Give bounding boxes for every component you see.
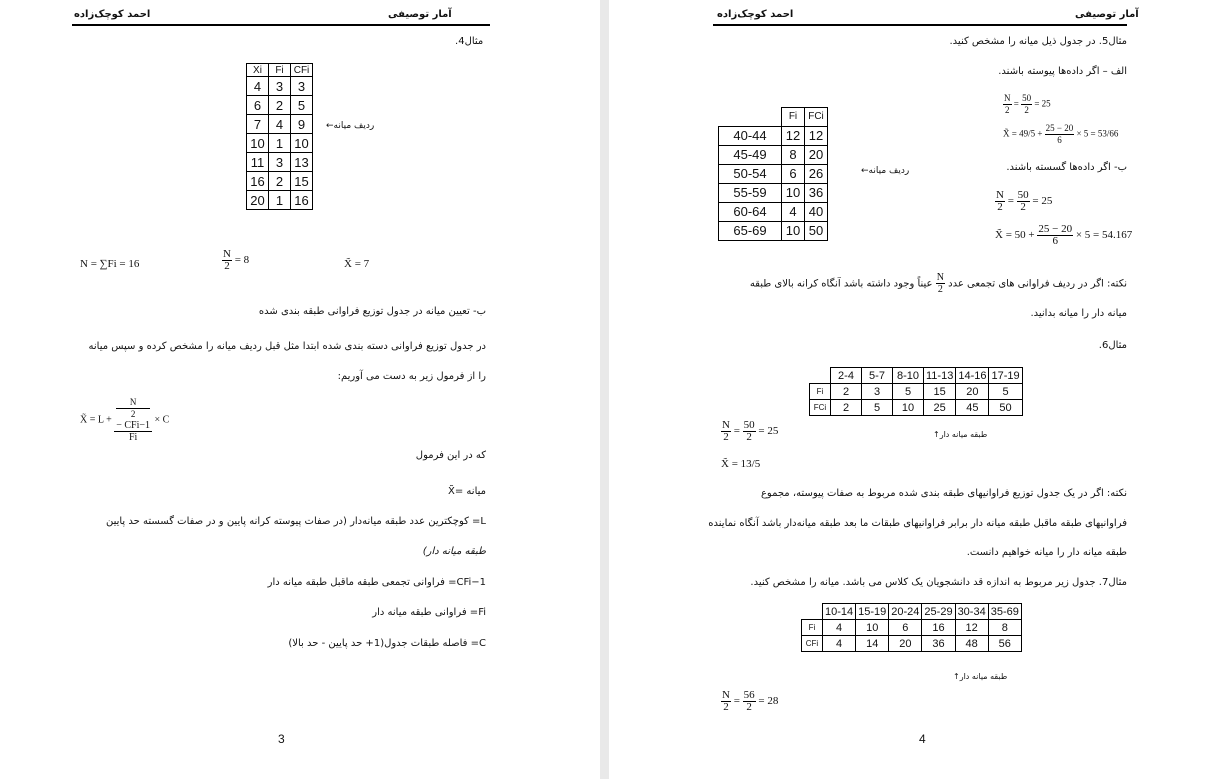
eq-rhs: = 25 bbox=[758, 425, 779, 438]
table-header: 17-19 bbox=[989, 368, 1022, 384]
formula-rhs: × C bbox=[154, 414, 170, 426]
e6-result: X̃ = 13/5 bbox=[721, 458, 761, 470]
median-row-label: ردیف میانه← bbox=[326, 121, 375, 131]
frac-num: N bbox=[223, 248, 231, 260]
page-number: 4 bbox=[919, 732, 926, 746]
b-eq2 bbox=[995, 224, 1132, 247]
example-label: مثال4. bbox=[455, 36, 484, 47]
table-header: Fi bbox=[782, 108, 805, 127]
example6: مثال6. bbox=[1098, 340, 1127, 351]
frac-num: 50 bbox=[743, 419, 755, 431]
e7-eq: $\frac{N}{2}$ = $\frac{56}{2}$ = 28 bbox=[722, 689, 779, 713]
table-row bbox=[719, 164, 828, 183]
table-cell: 10 bbox=[782, 221, 805, 240]
formula-num: − CFi−1 bbox=[116, 420, 151, 431]
frac-den: 2 bbox=[1024, 105, 1029, 115]
table-header: Fi bbox=[269, 64, 291, 77]
table-cell: 40 bbox=[805, 202, 828, 221]
table-cell: 50 bbox=[805, 221, 828, 240]
table-cell: 10 bbox=[893, 400, 924, 416]
table-cell: 5 bbox=[291, 96, 313, 115]
example7: مثال7. جدول زیر مربوط به اندازه قد دانشجویان یک کلاس می باشد. میانه را مشخص کنید. bbox=[750, 577, 1127, 588]
table-cell: 2 bbox=[269, 96, 291, 115]
row-label: Fi bbox=[802, 620, 823, 636]
def-l: L= کوچکترین عدد طبقه میانه‌دار (در صفات پیوسته کرانه پایین و در صفات گسسته حد پایین bbox=[105, 516, 486, 527]
table-row bbox=[247, 115, 313, 134]
def-f: Fi= فراوانی طبقه میانه دار bbox=[372, 607, 486, 618]
eq-lhs: X̃ = 49/5 + bbox=[1003, 128, 1043, 139]
table-header: 15-19 bbox=[856, 604, 889, 620]
table-cell: 16 bbox=[922, 620, 955, 636]
b-eq1: $\frac{N}{2}$ = $\frac{50}{2}$ = 25 bbox=[996, 189, 1053, 213]
table-cell: 10 bbox=[782, 183, 805, 202]
def-c: C= فاصله طبقات جدول(1+ حد پایین - حد بالا) bbox=[288, 638, 486, 649]
para2: را از فرمول زیر به دست می آوریم: bbox=[337, 371, 486, 382]
table-cell: 45-49 bbox=[719, 145, 782, 164]
frac-den: 2 bbox=[746, 701, 752, 713]
e6-eq1: $\frac{N}{2}$ = $\frac{50}{2}$ = 25 bbox=[722, 419, 779, 443]
header-author: احمد کوچک‌زاده bbox=[74, 9, 151, 20]
table-cell: 48 bbox=[955, 636, 988, 652]
para1: در جدول توزیع فراوانی دسته بندی شده ابتدا مثل قبل ردیف میانه را مشخص کرده و سپس میانه bbox=[88, 341, 486, 352]
table-header: 10-14 bbox=[823, 604, 856, 620]
table-cell: 8 bbox=[782, 145, 805, 164]
table-cell: 2 bbox=[269, 172, 291, 191]
table-row bbox=[719, 183, 828, 202]
formula-den: Fi bbox=[128, 432, 138, 443]
table-cell: 8 bbox=[988, 620, 1021, 636]
a-eq1: $\frac{N}{2}$ = $\frac{50}{2}$ = 25 bbox=[1004, 93, 1051, 115]
table-header: 20-24 bbox=[889, 604, 922, 620]
eq-rhs: × 5 = 54.167 bbox=[1075, 229, 1133, 242]
table-header: Xi bbox=[247, 64, 269, 77]
table-cell: 2 bbox=[831, 384, 862, 400]
table-cell: 10 bbox=[291, 134, 313, 153]
formula-lhs: X̃ = L + bbox=[80, 414, 112, 426]
inner-num: N bbox=[116, 397, 150, 409]
table-cell: 50-54 bbox=[719, 164, 782, 183]
table-cell: 60-64 bbox=[719, 202, 782, 221]
table-cell: 55-59 bbox=[719, 183, 782, 202]
table-cell: 25 bbox=[924, 400, 956, 416]
table-row bbox=[247, 153, 313, 172]
left-page bbox=[0, 0, 600, 779]
table-example7 bbox=[801, 603, 1022, 652]
eq-rhs: = 28 bbox=[758, 695, 779, 708]
table-cell: 3 bbox=[269, 77, 291, 96]
table-cell: 6 bbox=[889, 620, 922, 636]
table-cell: 45 bbox=[956, 400, 989, 416]
frac-num: 56 bbox=[743, 689, 755, 701]
table-row bbox=[810, 384, 1023, 400]
table-cell: 1 bbox=[269, 191, 291, 210]
table-header: 30-34 bbox=[955, 604, 988, 620]
frequency-table bbox=[246, 63, 313, 210]
table-cell: 11 bbox=[247, 153, 269, 172]
e6-median-class: طبقه میانه دار↑ bbox=[933, 430, 988, 439]
table-cell: 4 bbox=[247, 77, 269, 96]
table-cell: 4 bbox=[823, 636, 856, 652]
table-cell: 20 bbox=[889, 636, 922, 652]
table-cell: 50 bbox=[989, 400, 1022, 416]
table-cell: 3 bbox=[291, 77, 313, 96]
table-cell: 14 bbox=[856, 636, 889, 652]
table-row bbox=[719, 145, 828, 164]
note2c: طبقه میانه دار را میانه خواهیم دانست. bbox=[966, 547, 1127, 558]
header-subject: آمار توصیفی bbox=[1075, 9, 1139, 20]
frac-den: 2 bbox=[746, 431, 752, 443]
table-row bbox=[719, 126, 828, 145]
table-header: 14-16 bbox=[956, 368, 989, 384]
table-cell: 6 bbox=[782, 164, 805, 183]
table-header: 8-10 bbox=[893, 368, 924, 384]
table-cell: 20 bbox=[247, 191, 269, 210]
eq-rhs: × 5 = 53/66 bbox=[1076, 128, 1119, 139]
table-header: CFi bbox=[291, 64, 313, 77]
in-formula: که در این فرمول bbox=[415, 450, 486, 461]
table-row bbox=[247, 134, 313, 153]
e7-median-class: طبقه میانه دار↑ bbox=[953, 672, 1008, 681]
table-row bbox=[247, 77, 313, 96]
table-cell: 4 bbox=[782, 202, 805, 221]
table-cell: 12 bbox=[805, 126, 828, 145]
row-label: CFi bbox=[802, 636, 823, 652]
def-l2: طبقه میانه دار) bbox=[422, 546, 486, 557]
median-formula bbox=[80, 397, 169, 443]
note2b: فراوانیهای طبقه ماقبل طبقه میانه دار برابر فراوانیهای طبقات ما بعد طبقه میانه‌دار باشد آنگاه نماینده bbox=[708, 518, 1127, 529]
table-cell: 12 bbox=[955, 620, 988, 636]
note1-part1: نکته: اگر در ردیف فراوانی های تجمعی عدد bbox=[948, 278, 1127, 290]
table-cell: 36 bbox=[805, 183, 828, 202]
def-median: میانه =X̃ bbox=[448, 486, 486, 497]
note1: نکته: اگر در ردیف فراوانی های تجمعی عدد $\frac{N}{2}$ عیناً وجود داشته باشد آنگاه کرانه بالای طبقه bbox=[749, 272, 1127, 295]
table-cell: 10 bbox=[247, 134, 269, 153]
inner-den: 2 bbox=[130, 409, 136, 419]
def-cf: CFi−1= فراوانی تجمعی طبقه ماقبل طبقه میانه دار bbox=[267, 577, 486, 588]
table-cell: 2 bbox=[831, 400, 862, 416]
row-label: FCi bbox=[810, 400, 831, 416]
frac-den: 2 bbox=[224, 260, 230, 272]
table-cell: 40-44 bbox=[719, 126, 782, 145]
table-header: 11-13 bbox=[924, 368, 956, 384]
note1c: میانه دار را میانه بدانید. bbox=[1030, 308, 1127, 319]
table-row bbox=[802, 620, 1022, 636]
eq-median: X̃ = 7 bbox=[344, 258, 370, 270]
table-cell: 5 bbox=[862, 400, 893, 416]
frac-num: 25 − 20 bbox=[1038, 223, 1073, 235]
table-cell: 65-69 bbox=[719, 221, 782, 240]
table-cell: 20 bbox=[805, 145, 828, 164]
table-header: 5-7 bbox=[862, 368, 893, 384]
case-a: الف – اگر داده‌ها پیوسته باشند. bbox=[998, 66, 1127, 77]
eq-rhs: = 25 bbox=[1034, 98, 1051, 109]
table-cell: 16 bbox=[291, 191, 313, 210]
table-cell: 3 bbox=[862, 384, 893, 400]
table-row bbox=[247, 96, 313, 115]
header-subject: آمار توصیفی bbox=[388, 9, 452, 20]
table-cell: 12 bbox=[782, 126, 805, 145]
table-cell: 15 bbox=[924, 384, 956, 400]
median-row-label: ردیف میانه← bbox=[861, 166, 910, 176]
table-cell: 56 bbox=[988, 636, 1021, 652]
table-header: 2-4 bbox=[831, 368, 862, 384]
eq-lhs: X̃ = 50 + bbox=[995, 229, 1035, 242]
table-row bbox=[247, 172, 313, 191]
row-label: Fi bbox=[810, 384, 831, 400]
table-row bbox=[247, 191, 313, 210]
table-cell: 13 bbox=[291, 153, 313, 172]
table-cell: 5 bbox=[989, 384, 1022, 400]
table-example6 bbox=[809, 367, 1023, 416]
eq-rhs: = 25 bbox=[1032, 195, 1053, 208]
frac-num: 25 − 20 bbox=[1045, 123, 1074, 133]
frac-den: 6 bbox=[1052, 235, 1058, 247]
table-header: 35-69 bbox=[988, 604, 1021, 620]
table-example5 bbox=[718, 107, 828, 241]
frac-num: 50 bbox=[1022, 93, 1032, 103]
table-row bbox=[719, 202, 828, 221]
eq-rhs: = 8 bbox=[234, 254, 250, 267]
table-cell: 4 bbox=[269, 115, 291, 134]
table-cell: 26 bbox=[805, 164, 828, 183]
table-cell: 7 bbox=[247, 115, 269, 134]
table-cell: 15 bbox=[291, 172, 313, 191]
example5: مثال5. در جدول ذیل میانه را مشخص کنید. bbox=[949, 36, 1127, 47]
eq-n: N = ∑Fi = 16 bbox=[80, 258, 140, 270]
section-b: ب- تعیین میانه در جدول توزیع فراوانی طبقه بندی شده bbox=[258, 306, 486, 317]
table-header: 25-29 bbox=[922, 604, 955, 620]
table-cell: 10 bbox=[856, 620, 889, 636]
header-rule bbox=[72, 24, 490, 26]
page-number: 3 bbox=[278, 732, 285, 746]
table-cell: 4 bbox=[823, 620, 856, 636]
table-cell: 1 bbox=[269, 134, 291, 153]
eq-half bbox=[222, 249, 249, 272]
table-row bbox=[719, 221, 828, 240]
table-cell: 16 bbox=[247, 172, 269, 191]
header-rule bbox=[713, 24, 1127, 26]
table-row bbox=[810, 400, 1023, 416]
table-cell: 9 bbox=[291, 115, 313, 134]
table-cell: 20 bbox=[956, 384, 989, 400]
right-page bbox=[609, 0, 1209, 779]
a-eq2 bbox=[1003, 123, 1118, 146]
case-b: ب- اگر داده‌ها گسسته باشند. bbox=[1006, 162, 1127, 173]
note1-part2: عیناً وجود داشته باشد آنگاه کرانه بالای طبقه bbox=[749, 278, 933, 290]
table-cell: 6 bbox=[247, 96, 269, 115]
frac-den: 6 bbox=[1057, 135, 1062, 145]
table-cell: 3 bbox=[269, 153, 291, 172]
note2a: نکته: اگر در یک جدول توزیع فراوانیهای طبقه بندی شده مربوط به صفات پیوسته، مجموع bbox=[760, 488, 1127, 499]
table-cell: 5 bbox=[893, 384, 924, 400]
header-author: احمد کوچک‌زاده bbox=[717, 9, 794, 20]
table-cell: 36 bbox=[922, 636, 955, 652]
table-row bbox=[802, 636, 1022, 652]
table-header: FCi bbox=[805, 108, 828, 127]
